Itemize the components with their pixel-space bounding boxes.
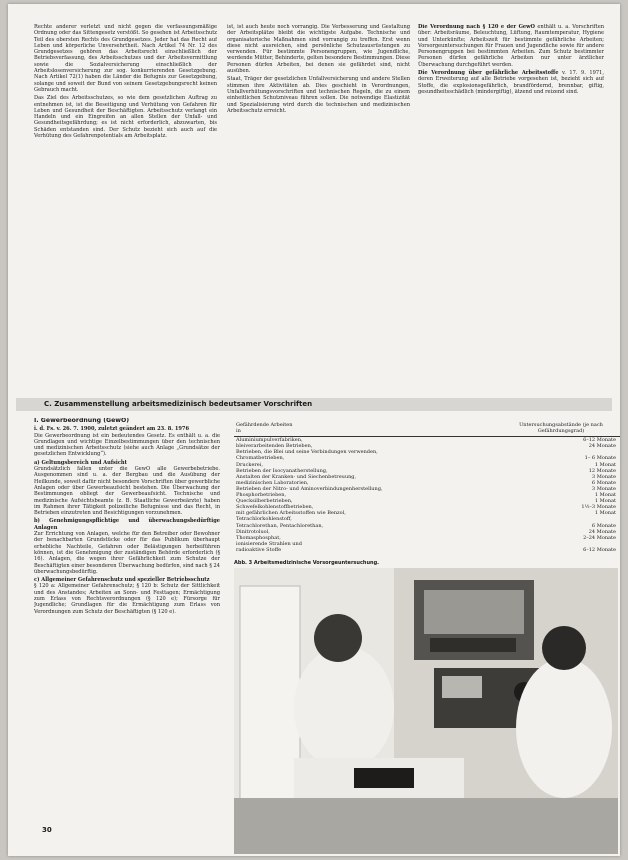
activity-cell: radioaktive Stoffe xyxy=(236,546,282,553)
document-page xyxy=(8,4,620,856)
activity-cell: mit gefährlichen Arbeitsstoffen wie Benzol, xyxy=(236,510,346,517)
activity-cell: Tetrachlorethan, Pentachlorethan, xyxy=(236,522,324,529)
column-1-top xyxy=(34,24,217,392)
section-subheading: a) Geltungsbereich und Aufsicht xyxy=(34,459,127,466)
activity-cell: Tetrachlorkohlenstoff, xyxy=(236,516,292,523)
figure-caption: Abb. 3 Arbeitsmedizinische Vorsorgeuntersuchung. xyxy=(234,560,380,566)
column-3-top xyxy=(418,24,604,384)
interval-cell: 6–12 Monate xyxy=(583,437,616,444)
section-subheading: b) Genehmigungspflichtige und überwachungsbedürftige Anlagen xyxy=(34,518,220,531)
paragraph: Die Gewerbeordnung ist ein bedeutendes Gesetz. Es enthält u. a. die Grundlagen und wichtige Einzelbestimmungen über den technischen und medizinischen Arbeitsschutz (siehe auch Anlage „Grundsätze der gesetzlichen Entwicklung“). xyxy=(34,432,220,458)
photograph-medical-examination xyxy=(234,568,618,854)
activity-cell: Chromatbetrieben, xyxy=(236,455,285,462)
activity-cell: Betrieben, die Blei und seine Verbindungen verwenden, xyxy=(236,449,378,456)
activity-cell: Quecksilberbetrieben, xyxy=(236,498,293,505)
interval-cell: 24 Monate xyxy=(588,528,616,535)
paragraph: § 120 a: Allgemeiner Gefahrenschutz; § 120 b: Schutz der Sittlichkeit und des Anstandes; Arbeiten an Sonn- und Festtagen; Ermächtigung zum Erlass von Rechtsverordnungen (§ 120 e); Fürsorge für Jugendliche; Grundlagen für die Ermächtigung zum Erlass von Verordnungen zum Schutz der Beschäftigten (§ 120 e). xyxy=(34,583,220,615)
interval-cell: 1½–3 Monate xyxy=(581,504,616,511)
section-heading: I. Gewerbeordnung (GewO) xyxy=(34,418,130,424)
paragraph: v. 17. 9. 1971, deren Erweiterung auf alle Betriebe vorgesehen ist, bezieht sich auf Stoffe, die explosionsgefährlich, brandfördernd, brennbar, giftig, gesundheitsschädlich (mindergiftig), ätzend und reizend sind. xyxy=(418,70,604,95)
column-header-left-sub: in xyxy=(236,428,241,435)
interval-cell: 3 Monate xyxy=(591,485,616,492)
section-heading: Die Verordnung nach § 120 e der GewO xyxy=(418,24,535,30)
interval-cell: 12 Monate xyxy=(588,467,616,474)
activity-cell: Phosphorbetrieben, xyxy=(236,492,287,499)
table-row xyxy=(234,437,620,444)
paragraph: Das Ziel des Arbeitsschutzes, so wie dem gesetzlichen Auftrag zu entnehmen ist, ist die Beseitigung und Verhütung von Gefahren für Leben und Gesundheit der Beschäftigten. Arbeitsschutz verlangt ein Handeln und ein Eingreifen an allen Stellen der Unfall- und Gesundheitsgefährdung; es ist nicht erforderlich, abzuwarten, bis Schäden entstanden sind. Der Schutz bezieht sich auch auf die Verhütung des Gefahrenpotentials am Arbeitsplatz. xyxy=(34,95,217,140)
table-row xyxy=(234,547,620,553)
activity-cell: Aluminiumpulverfabriken, xyxy=(236,437,303,444)
table-header-cell xyxy=(234,422,504,437)
interval-cell: 1– 6 Monate xyxy=(584,455,616,462)
activity-cell: medizinischen Laboratorien, xyxy=(236,479,309,486)
activity-cell: Schwefelkohlenstoffbetrieben, xyxy=(236,504,314,511)
interval-cell: 3 Monate xyxy=(591,473,616,480)
column-header-right: Untersuchungsabstände (je nach Gefährdungsgrad) xyxy=(504,422,620,437)
interval-cell: 6–12 Monate xyxy=(583,546,616,553)
examination-interval-table xyxy=(234,422,620,553)
activity-cell: Thomasphosphat, xyxy=(236,534,281,541)
activity-cell: Anstalten der Kranken- und Siechenbetreuung, xyxy=(236,473,357,480)
column-1-bottom xyxy=(34,418,220,820)
interval-cell: 1 Monat xyxy=(594,492,616,499)
table-header-row xyxy=(234,422,620,437)
activity-cell: Druckerei, xyxy=(236,461,263,468)
interval-cell: 1 Monat xyxy=(594,498,616,505)
paragraph: Grundsätzlich fallen unter die GewO alle Gewerbebetriebe. Ausgenommen sind u. a. der Bergbau und die Ausübung der Heilkunde, soweit dafür nicht besondere Vorschriften über gewerbliche Anlagen oder über Gewerbeaufsicht bestehen. Die Überwachung der Bestimmungen obliegt der Gewerbeaufsicht. Technische und medizinische Aufsichtsbeamte (z. B. Staatliche Gewerbeärzte) haben im Rahmen ihrer Tätigkeit polizeiliche Befugnisse und das Recht, in Betrieben einzutreten und Besichtigungen vorzunehmen. xyxy=(34,466,220,517)
activity-cell: Dinitrotoluol, xyxy=(236,528,270,535)
column-header-left: Gefährdende Arbeiten xyxy=(236,422,293,428)
section-subheading: c) Allgemeiner Gefahrenschutz und spezieller Betriebsschutz xyxy=(34,577,210,584)
column-2-top xyxy=(227,24,410,328)
interval-cell: 6 Monate xyxy=(591,479,616,486)
section-banner: C. Zusammenstellung arbeitsmedizinisch bedeutsamer Vorschriften xyxy=(16,398,612,411)
paragraph: Zur Errichtung von Anlagen, welche für den Betreiber oder Bewohner der benachbarten Grundstücke oder für das Publikum überhaupt erhebliche Nachteile, Gefahren oder Belästigungen herbeiführen können, ist die Genehmigung der zuständigen Behörde erforderlich (§ 16). Anlagen, die wegen ihrer Gefährlichkeit zum Schutze der Beschäftigten einer besonderen Überwachung bedürfen, sind nach § 24 überwachungsbedürftig. xyxy=(34,531,220,575)
paragraph: Rechte anderer verletzt und nicht gegen die verfassungsmäßige Ordnung oder das Sittengesetz verstößt. So gesehen ist Arbeitsschutz Teil des obersten Rechts des Grundgesetzes. Jeder hat das Recht auf Leben und körperliche Unversehrtheit. Nach Artikel 74 Nr. 12 des Grundgesetzes gehören das Arbeitsrecht einschließlich der Betriebsverfassung, des Arbeitsschutzes und der Arbeitsvermittlung sowie die Sozialversicherung einschließlich der Arbeitslosenversicherung zur sog. konkurrierenden Gesetzgebung. Nach Artikel 72(1) haben die Länder die Befugnis zur Gesetzgebung, solange und soweit der Bund von seinem Gesetzgebungsrecht keinen Gebrauch macht. xyxy=(34,24,217,93)
interval-cell: 24 Monate xyxy=(588,443,616,450)
paragraph: ist, ist auch heute noch vorrangig. Die Verbesserung und Gestaltung der Arbeitsplätze bleibt die wichtigste Aufgabe. Technische und organisatorische Maßnahmen sind vorrangig zu treffen. Erst wenn diese nicht ausreichen, sind persönliche Schutzausrüstungen zu verwenden. Für bestimmte Personengruppen, wie Jugendliche, werdende Mütter, Behinderte, gelten besondere Bestimmungen. Diese Personen dürfen Arbeiten, bei denen sie gefährdet sind, nicht ausüben. xyxy=(227,24,410,75)
table-body xyxy=(234,437,620,553)
paragraph: enthält u. a. Vorschriften über: Arbeitsräume, Beleuchtung, Lüftung, Raumtemperatur, Hygiene und Unterkünfte; Arbeitszeit für bestimmte gefährliche Arbeiten; Vorsorgeuntersuchungen für Frauen und Jugendliche sowie für andere Personengruppen bei bestimmten Arbeiten. Zum Schutz bestimmter Personen dürfen gefährliche Arbeiten nur unter ärztlicher Überwachung durchgeführt werden. xyxy=(418,24,604,68)
interval-cell: 2–24 Monate xyxy=(583,534,616,541)
interval-cell: 6 Monate xyxy=(591,522,616,529)
activity-cell: Betrieben der Isocyanatherstellung, xyxy=(236,467,328,474)
section-heading: Die Verordnung über gefährliche Arbeitsstoffe xyxy=(418,70,559,77)
section-subheading: i. d. Fs. v. 26. 7. 1900, zuletzt geändert am 23. 8. 1976 xyxy=(34,426,189,433)
interval-cell: 1 Monat xyxy=(594,510,616,517)
page-number: 30 xyxy=(42,826,52,834)
activity-cell: Betrieben der Nitro- und Aminoverbindungenherstellung, xyxy=(236,485,383,492)
photo-illustration xyxy=(234,568,618,854)
activity-cell: ionisierende Strahlen und xyxy=(236,540,302,547)
paragraph: Staat, Träger der gesetzlichen Unfallversicherung und andere Stellen stimmen ihre Aktivitäten ab. Dies geschieht in Verordnungen, Unfallverhütungsvorschriften und technischen Regeln, die zu einem einheitlichen Schutzniveau führen sollen. Die notwendige Elastizität und Spezialisierung wird durch die technischen und medizinischen Arbeitsschutz erreicht. xyxy=(227,76,410,114)
interval-cell: 1 Monat xyxy=(594,461,616,468)
activity-cell: bleiverarbeitenden Betrieben, xyxy=(236,443,313,450)
